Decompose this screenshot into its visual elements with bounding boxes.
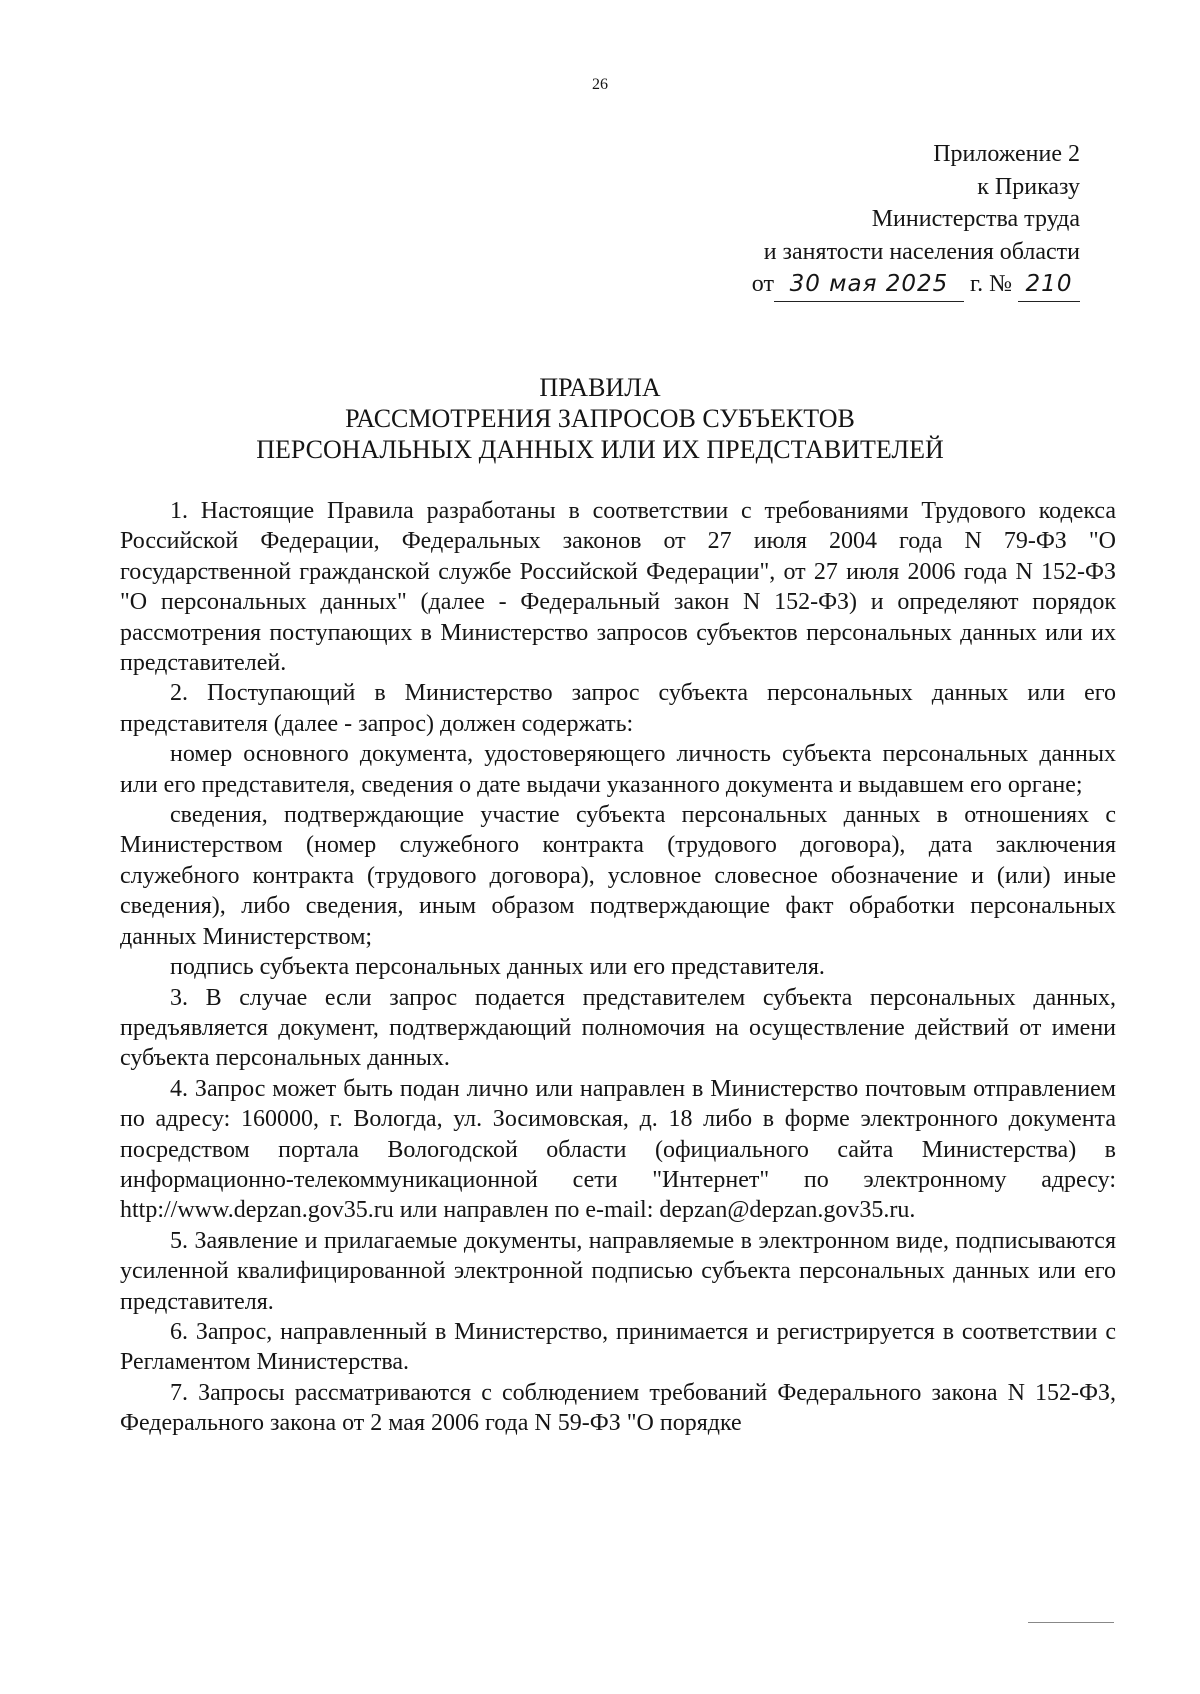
paragraph-4: 4. Запрос может быть подан лично или направлен в Министерство почтовым отправлением по адресу: 160000, г. Вологда, ул. Зосимовская, д. 18 либо в форме электронного документа посредством портала Вологодской области (официального сайта Министерства) в информационно-телекоммуникационной сети "Интернет" по электронному адресу: http://www.depzan.gov35.ru или направлен по e-mail: depzan@depzan.gov35.ru. — [120, 1075, 1116, 1224]
paragraph-3: 3. В случае если запрос подается представителем субъекта персональных данных, предъявляется документ, подтверждающий полномочия на осуществление действий от имени субъекта персональных данных. — [120, 984, 1116, 1072]
paragraph-2: 2. Поступающий в Министерство запрос субъекта персональных данных или его представителя (далее - запрос) должен содержать: — [120, 680, 1116, 737]
approval-line-2: к Приказу — [977, 173, 1080, 200]
paragraph-6: 6. Запрос, направленный в Министерство, принимается и регистрируется в соответствии с Регламентом Министерства. — [120, 1318, 1116, 1376]
order-number-label: г. № — [969, 271, 1012, 297]
handwritten-order-number: 210 — [1018, 268, 1080, 302]
order-prefix: от — [751, 271, 774, 297]
approval-line-3: Министерства труда — [871, 206, 1080, 232]
title-line-3: ПЕРСОНАЛЬНЫХ ДАННЫХ ИЛИ ИХ ПРЕДСТАВИТЕЛЕЙ — [256, 435, 944, 464]
paragraph-2-item-1: номер основного документа, удостоверяющего личность субъекта персональных данных или его представителя, сведения о дате выдачи указанного документа и выдавшем его органе; — [120, 741, 1116, 798]
page-number: 26 — [592, 76, 608, 93]
paragraph-2-item-2: сведения, подтверждающие участие субъекта персональных данных в отношениях с Министерством (номер служебного контракта (трудового договора), дата заключения служебного контракта (трудового договора), условное словесное обозначение и (или) иные сведения), либо сведения, иным образом подтверждающие факт обработки персональных данных Министерством; — [120, 802, 1116, 950]
title-line-2: РАССМОТРЕНИЯ ЗАПРОСОВ СУБЪЕКТОВ — [345, 404, 855, 433]
document-body — [120, 496, 1116, 1439]
order-line — [660, 268, 1080, 302]
paragraph-2-item-3: подпись субъекта персональных данных или его представителя. — [170, 954, 825, 981]
page-edge-line — [1028, 1622, 1114, 1623]
document-title — [0, 372, 1200, 465]
approval-line-4: и занятости населения области — [763, 238, 1080, 265]
approval-block — [660, 138, 1080, 302]
paragraph-1: 1. Настоящие Правила разработаны в соответствии с требованиями Трудового кодекса Российской Федерации, Федеральных законов от 27 июля 2004 года N 79-ФЗ "О государственной гражданской службе Российской Федерации", от 27 июля 2006 года N 152-ФЗ "О персональных данных" (далее - Федеральный закон N 152-ФЗ) и определяют порядок рассмотрения поступающих в Министерство запросов субъектов персональных данных или их представителей. — [120, 498, 1116, 677]
handwritten-order-date: 30 мая 2025 — [774, 268, 964, 302]
approval-line-1: Приложение 2 — [933, 141, 1080, 167]
paragraph-5: 5. Заявление и прилагаемые документы, направляемые в электронном виде, подписываются усиленной квалифицированной электронной подписью субъекта персональных данных или его представителя. — [120, 1227, 1116, 1315]
title-line-1: ПРАВИЛА — [539, 373, 661, 402]
paragraph-7: 7. Запросы рассматриваются с соблюдением требований Федерального закона N 152-ФЗ, Федерального закона от 2 мая 2006 года N 59-ФЗ "О порядке — [120, 1379, 1116, 1437]
